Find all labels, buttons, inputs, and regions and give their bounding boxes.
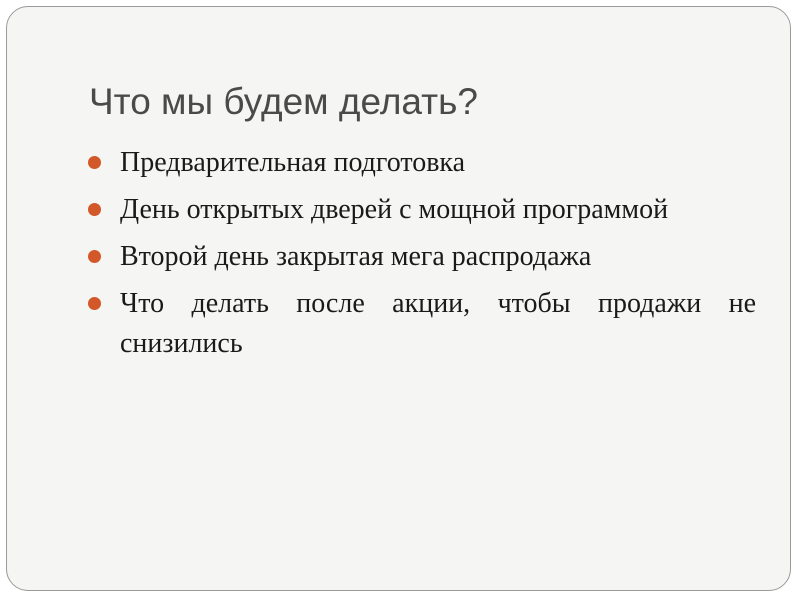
bullet-dot-icon	[88, 156, 101, 169]
bullet-text: Второй день закрытая мега распродажа	[120, 241, 592, 272]
bullet-text: Что делать после акции, чтобы продажи не снизились	[120, 288, 756, 359]
slide-title: Что мы будем делать?	[89, 81, 478, 122]
bullet-item-after-promo	[88, 284, 756, 364]
bullet-dot-icon	[88, 203, 101, 216]
bullet-item-preparation	[88, 143, 756, 183]
bullet-dot-icon	[88, 250, 101, 263]
bullet-dot-icon	[88, 297, 101, 310]
slide	[6, 6, 791, 591]
bullet-text: Предварительная подготовка	[120, 147, 466, 178]
bullet-text: День открытых дверей с мощной программой	[120, 194, 669, 225]
bullet-item-second-day	[88, 237, 756, 277]
bullet-list	[88, 143, 756, 371]
bullet-item-open-day	[88, 190, 756, 230]
